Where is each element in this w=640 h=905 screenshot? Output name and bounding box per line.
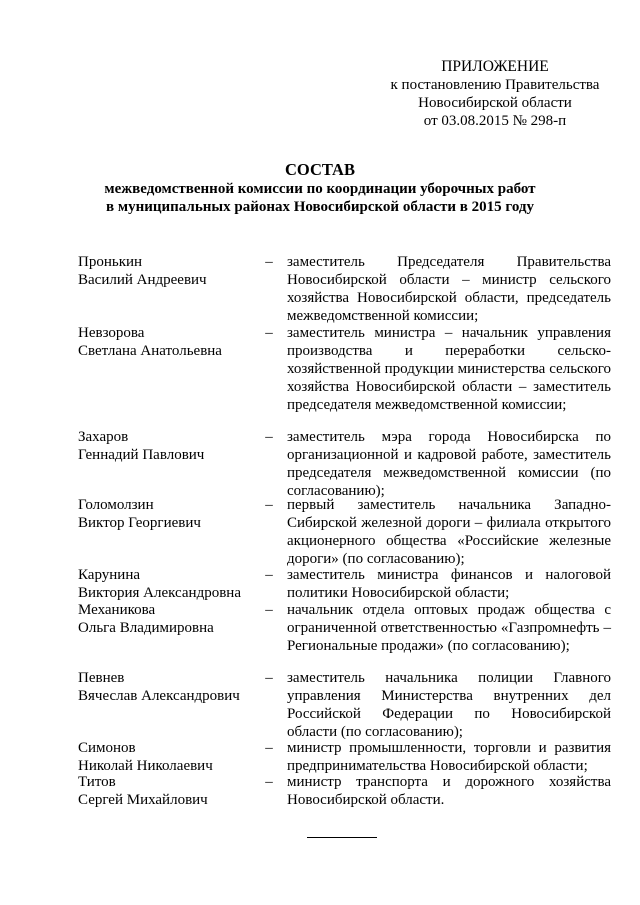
member-dash: –	[265, 325, 273, 341]
member-given-name: Сергей Михайлович	[78, 792, 208, 808]
title-main: СОСТАВ	[285, 160, 355, 179]
member-name	[78, 669, 263, 705]
member-name	[78, 496, 263, 532]
member-role: заместитель мэра города Новосибирска по организационной и кадровой работе, заместитель председателя межведомственной комиссии (по согласованию);	[287, 429, 611, 499]
member-dash: –	[265, 670, 273, 686]
member-given-name: Геннадий Павлович	[78, 447, 205, 463]
member-dash: –	[265, 497, 273, 513]
member-dash: –	[265, 740, 273, 756]
appendix-line-resolution: к постановлению Правительства	[390, 77, 600, 93]
member-name	[78, 253, 263, 289]
member-role: заместитель начальника полиции Главного управления Министерства внутренних дел Российской Федерации по Новосибирской области (по согласованию);	[287, 670, 611, 740]
member-given-name: Николай Николаевич	[78, 758, 213, 774]
appendix-line-date-number: от 03.08.2015 № 298-п	[423, 113, 567, 129]
member-dash: –	[265, 567, 273, 583]
member-surname: Голомолзин	[78, 497, 154, 513]
title-subtitle-line2: в муниципальных районах Новосибирской области в 2015 году	[106, 199, 534, 215]
member-role: начальник отдела оптовых продаж общества с ограниченной ответственностью «Газпромнефть – Региональные продажи» (по согласованию);	[287, 602, 611, 654]
member-given-name: Василий Андреевич	[78, 272, 207, 288]
member-dash: –	[265, 254, 273, 270]
member-role: первый заместитель начальника Западно-Сибирской железной дороги – филиала открытого акционерного общества «Российские железные дороги» (по согласованию);	[287, 497, 611, 567]
member-surname: Певнев	[78, 670, 125, 686]
member-dash: –	[265, 429, 273, 445]
title-subtitle-line1: межведомственной комиссии по координации уборочных работ	[104, 181, 536, 197]
member-name	[78, 566, 263, 602]
member-role: министр промышленности, торговли и развития предпринимательства Новосибирской области;	[287, 740, 611, 774]
member-surname: Карунина	[78, 567, 141, 583]
member-dash: –	[265, 774, 273, 790]
member-surname: Невзорова	[78, 325, 145, 341]
member-given-name: Светлана Анатольевна	[78, 343, 222, 359]
member-role: министр транспорта и дорожного хозяйства Новосибирской области.	[287, 774, 611, 808]
member-surname: Симонов	[78, 740, 136, 756]
member-role: заместитель Председателя Правительства Новосибирской области – министр сельского хозяйства Новосибирской области, председатель межведомственной комиссии;	[287, 254, 611, 324]
member-role: заместитель министра финансов и налоговой политики Новосибирской области;	[287, 567, 611, 601]
member-name	[78, 773, 263, 809]
member-surname: Титов	[78, 774, 116, 790]
appendix-line-region: Новосибирской области	[418, 95, 572, 111]
member-dash: –	[265, 602, 273, 618]
appendix-heading: ПРИЛОЖЕНИЕ	[441, 58, 549, 75]
member-name	[78, 428, 263, 464]
member-given-name: Вячеслав Александрович	[78, 688, 240, 704]
member-surname: Захаров	[78, 429, 129, 445]
member-name	[78, 601, 263, 637]
member-surname: Пронькин	[78, 254, 143, 270]
member-given-name: Виктор Георгиевич	[78, 515, 201, 531]
member-role: заместитель министра – начальник управления производства и переработки сельско-хозяйственной продукции министерства сельского хозяйства Новосибирской области – заместитель председателя межведомственной комиссии;	[287, 325, 611, 413]
member-given-name: Виктория Александровна	[78, 585, 241, 601]
member-given-name: Ольга Владимировна	[78, 620, 214, 636]
member-name	[78, 324, 263, 360]
member-name	[78, 739, 263, 775]
member-surname: Механикова	[78, 602, 156, 618]
closing-rule	[307, 837, 377, 838]
